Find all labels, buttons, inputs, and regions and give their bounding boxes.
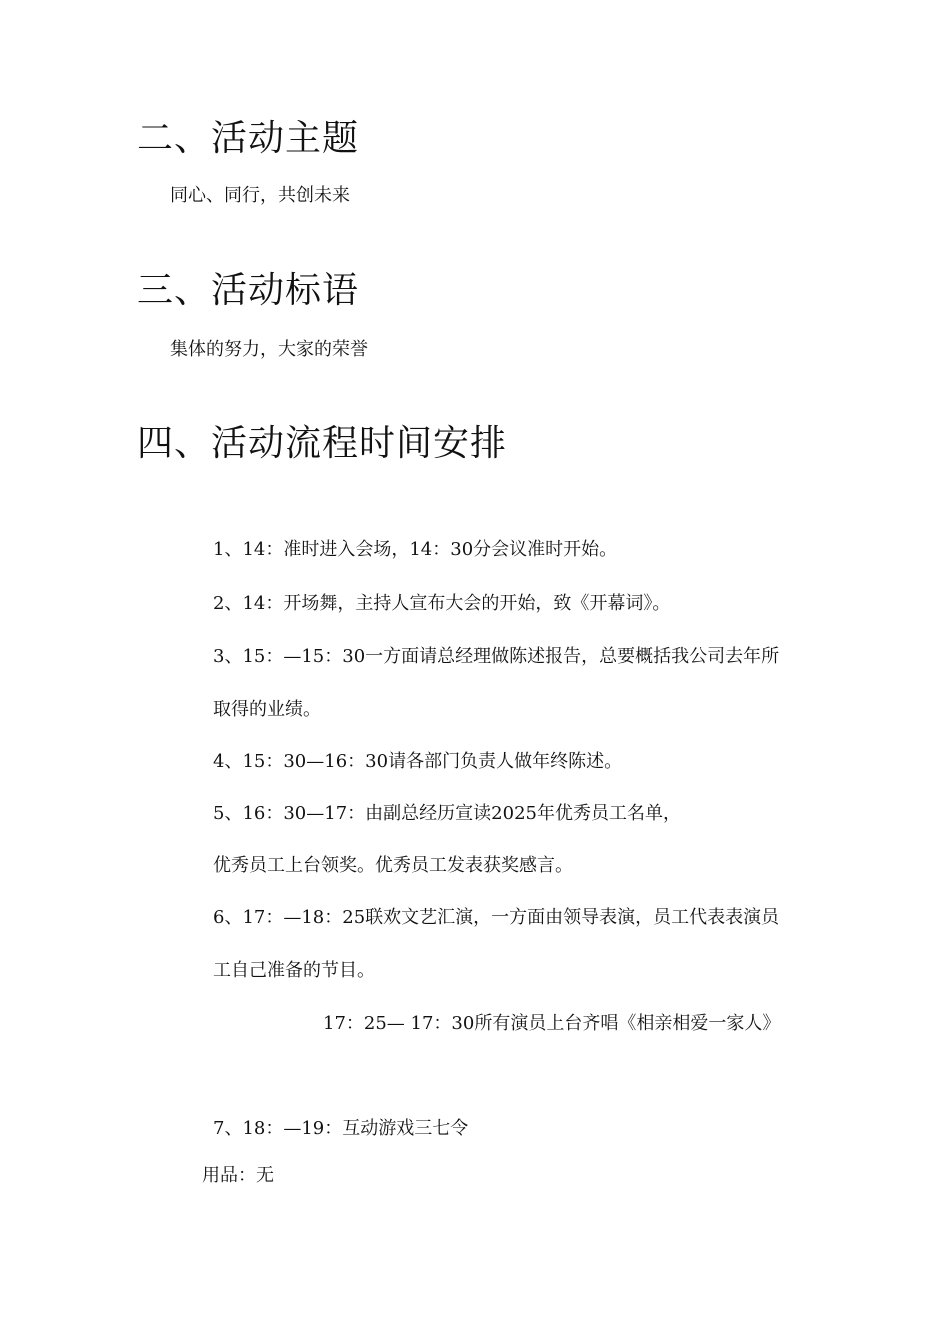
- slogan-text: 集体的努力，大家的荣誉: [170, 339, 368, 360]
- supplies-line: 用品：无: [202, 1165, 274, 1186]
- schedule-line: 4、15：30—16：30请各部门负责人做年终陈述。: [213, 751, 623, 772]
- section-heading-schedule: 四、活动流程时间安排: [137, 423, 508, 464]
- schedule-line: 取得的业绩。: [213, 699, 321, 720]
- theme-text: 同心、同行，共创未来: [170, 185, 350, 206]
- schedule-line: 2、14：开场舞，主持人宣布大会的开始，致《开幕词》。: [213, 593, 671, 614]
- schedule-line: 工自己准备的节目。: [213, 960, 375, 981]
- schedule-line: 17：25— 17：30所有演员上台齐唱《相亲相爱一家人》: [323, 1013, 781, 1034]
- schedule-line: 1、14：准时进入会场，14：30分会议准时开始。: [213, 539, 618, 560]
- schedule-line: 6、17：—18：25联欢文艺汇演，一方面由领导表演，员工代表表演员: [213, 907, 780, 928]
- section-heading-slogan: 三、活动标语: [137, 270, 360, 311]
- schedule-line: 优秀员工上台领奖。优秀员工发表获奖感言。: [213, 855, 573, 876]
- section-heading-theme: 二、活动主题: [137, 118, 360, 159]
- schedule-line: 7、18：—19：互动游戏三七令: [213, 1118, 469, 1139]
- schedule-line: 5、16：30—17：由副总经历宣读2025年优秀员工名单，: [213, 803, 681, 824]
- schedule-line: 3、15：—15：30一方面请总经理做陈述报告，总要概括我公司去年所: [213, 646, 780, 667]
